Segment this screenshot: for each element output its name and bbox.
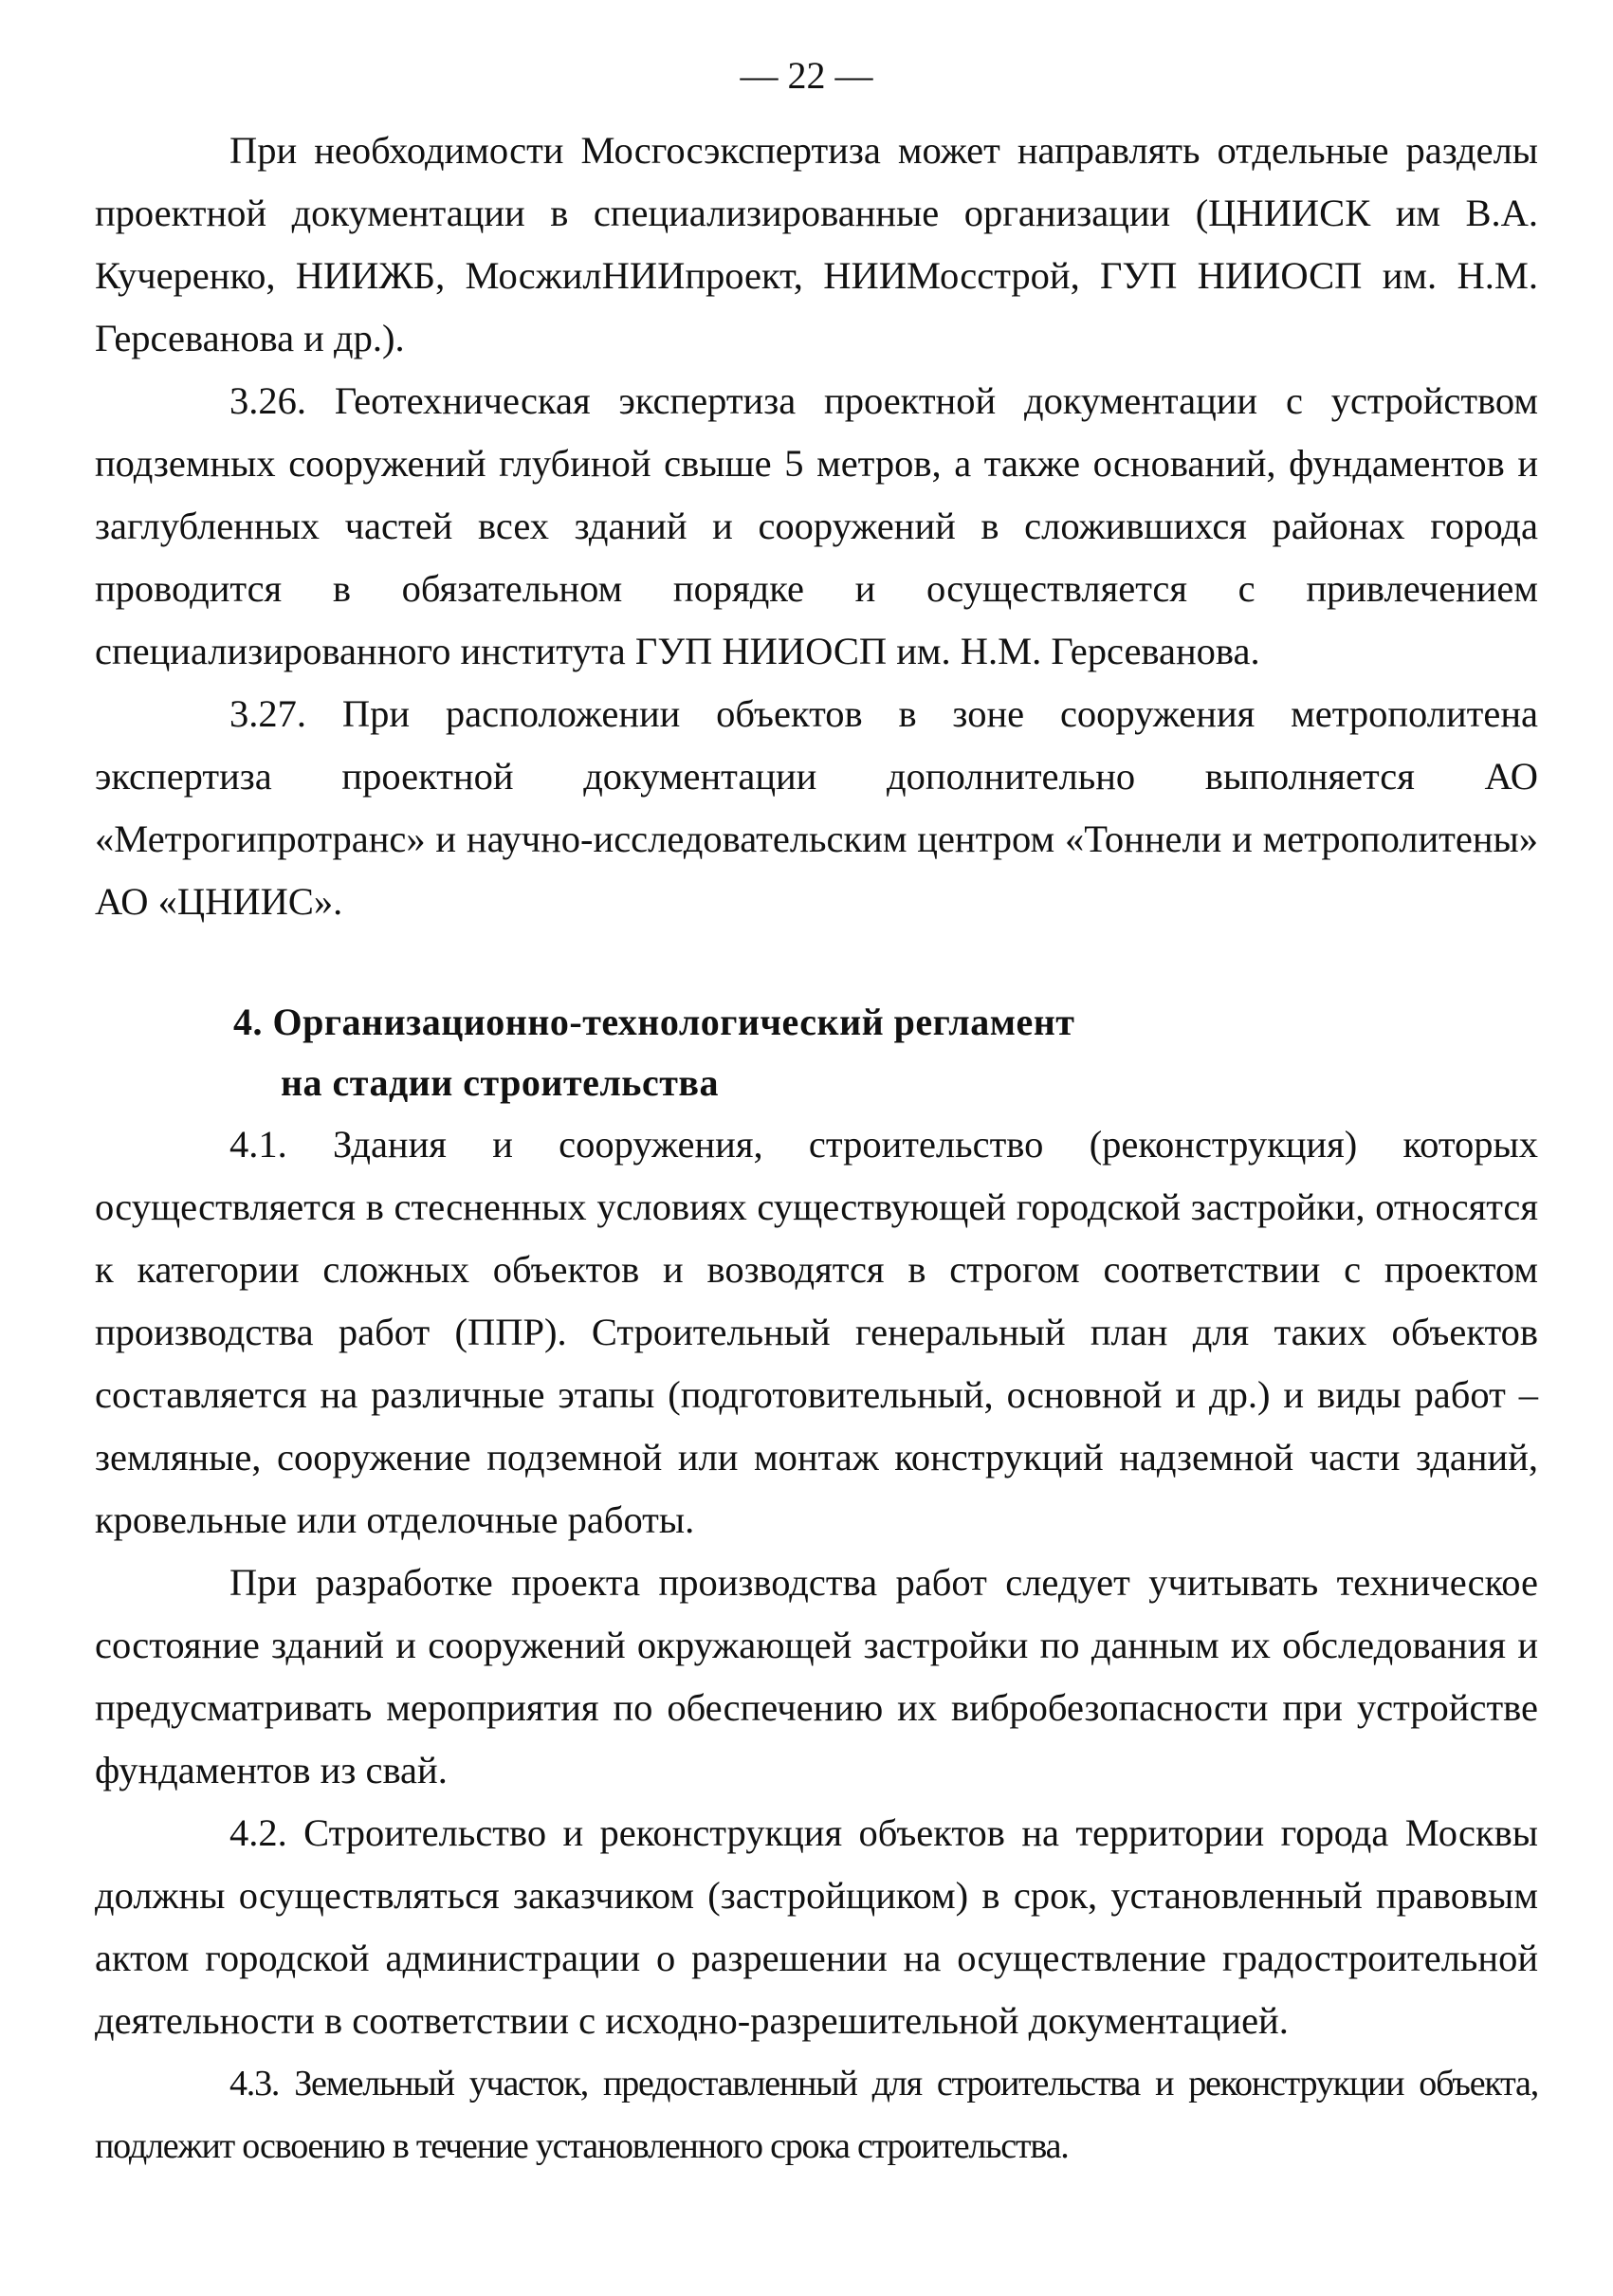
section-heading bbox=[95, 992, 1538, 1113]
paragraph-4-3: 4.3. Земельный участок, предоставленный для строительства и реконструкции объекта, подлежит освоению в течение установленного срока строительства. bbox=[95, 2064, 1538, 2166]
paragraph-4-2: 4.2. Строительство и реконструкция объектов на территории города Москвы должны осуществляться заказчиком (застройщиком) в срок, установленный правовым актом городской администрации о разрешении на осуществление градостроительной деятельности в соответствии с исходно-разрешительной документацией. bbox=[95, 1811, 1538, 2042]
paragraph-ppr-development: При разработке проекта производства работ следует учитывать техническое состояние зданий и сооружений окружающей застройки по данным их обследования и предусматривать мероприятия по обеспечению их вибробезопасности при устройстве фундаментов из свай. bbox=[95, 1561, 1538, 1791]
page-number: — 22 — bbox=[740, 54, 873, 97]
paragraph-4-1: 4.1. Здания и сооружения, строительство (реконструкция) которых осуществляется в стесненных условиях существующей городской застройки, относятся к категории сложных объектов и возводятся в строгом соответствии с проектом производства работ (ППР). Строительный генеральный план для таких объектов составляется на различные этапы (подготовительный, основной и др.) и виды работ – земляные, сооружение подземной или монтаж конструкций надземной части зданий, кровельные или отделочные работы. bbox=[95, 1123, 1538, 1541]
section-heading-line2: на стадии строительства bbox=[281, 1061, 719, 1104]
document-body bbox=[95, 119, 1538, 2177]
section-heading-line1: 4. Организационно-технологический регламент bbox=[233, 1001, 1075, 1043]
paragraph-3-27: 3.27. При расположении объектов в зоне сооружения метрополитена экспертиза проектной документации дополнительно выполняется АО «Метрогипротранс» и научно-исследовательским центром «Тоннели и метрополитены» АО «ЦНИИС». bbox=[95, 692, 1538, 923]
paragraph-3-26: 3.26. Геотехническая экспертиза проектной документации с устройством подземных сооружений глубиной свыше 5 метров, а также оснований, фундаментов и заглубленных частей всех зданий и сооружений в сложившихся районах города проводится в обязательном порядке и осуществляется с привлечением специализированного института ГУП НИИОСП им. Н.М. Герсеванова. bbox=[95, 379, 1538, 672]
paragraph-expertise-organizations: При необходимости Мосгосэкспертиза может направлять отдельные разделы проектной документации в специализированные организации (ЦНИИСК им В.А. Кучеренко, НИИЖБ, МосжилНИИпроект, НИИМосстрой, ГУП НИИОСП им. Н.М. Герсеванова и др.). bbox=[95, 129, 1538, 359]
